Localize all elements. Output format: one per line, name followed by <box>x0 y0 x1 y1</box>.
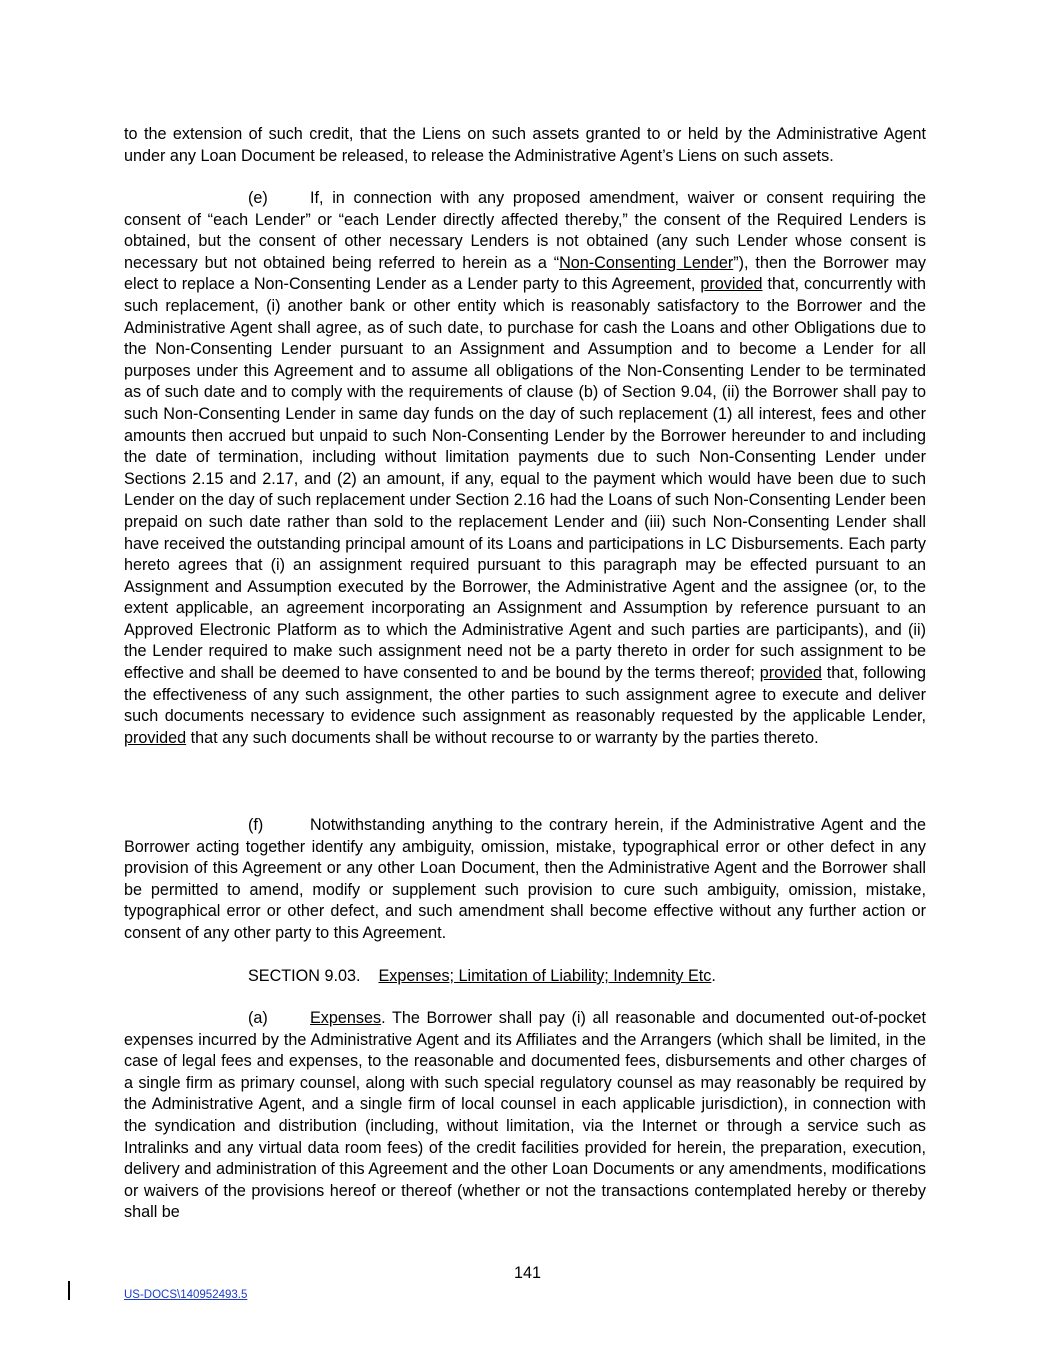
provided-term: provided <box>759 664 822 683</box>
paragraph-continuation <box>124 124 926 167</box>
paragraph-label: (e) <box>248 189 268 207</box>
defined-term: Non-Consenting Lender <box>559 253 734 272</box>
paragraph-a: (a) Expenses. The Borrower shall pay (i) all reasonable and documented out-of-pocket expenses incurred by the Administrative Agent and its Affiliates and the Arrangers (which shall be limited, in the case of legal fees and expenses, to the reasonable and documented fees, disbursements and other charges of a single firm as primary counsel, along with such special regulatory counsel as may reasonably be required by the Administrative Agent, and a single firm of local counsel in each applicable jurisdiction), in connection with the syndication and distribution (including, without limitation, via the Internet or through a service such as Intralinks and any virtual data room fees) of the credit facilities provided for herein, the preparation, execution, delivery and administration of this Agreement and the other Loan Documents or any amendments, modifications or waivers of the provisions hereof or thereof (whether or not the transactions contemplated hereby or thereby shall be <box>124 1009 926 1222</box>
section-title: Expenses; Limitation of Liability; Indemnity Etc <box>378 967 712 985</box>
document-reference-link[interactable]: US-DOCS\140952493.5 <box>124 1289 248 1301</box>
section-heading: SECTION 9.03. Expenses; Limitation of Liability; Indemnity Etc. <box>248 967 716 985</box>
paragraph-f: (f) Notwithstanding anything to the contrary herein, if the Administrative Agent and the Borrower acting together identify any ambiguity, omission, mistake, typographical error or other defect in any provision of this Agreement or any other Loan Document, then the Administrative Agent and the Borrower shall be permitted to amend, modify or supplement such provision to cure such ambiguity, omission, mistake, typographical error or other defect, and such amendment shall become effective without any further action or consent of any other party to this Agreement. <box>124 816 926 942</box>
paragraph-label: (f) <box>248 816 264 834</box>
paragraph-e: (e) If, in connection with any proposed amendment, waiver or consent requiring the consent of “each Lender” or “each Lender directly affected thereby,” the consent of the Required Lenders is obtained, but the consent of other necessary Lenders is not obtained (any such Lender whose consent is necessary but not obtained being referred to herein as a “Non-Consenting Lender”), then the Borrower may elect to replace a Non-Consenting Lender as a Lender party to this Agreement, provided that, concurrently with such replacement, (i) another bank or other entity which is reasonably satisfactory to the Borrower and the Administrative Agent shall agree, as of such date, to purchase for cash the Loans and other Obligations due to the Non-Consenting Lender pursuant to an Assignment and Assumption and to become a Lender for all purposes under this Agreement and to assume all obligations of the Non-Consenting Lender to be terminated as of such date and to comply with the requirements of clause (b) of Section 9.04, (ii) the Borrower shall pay to such Non-Consenting Lender in same day funds on the day of such replacement (1) all interest, fees and other amounts then accrued but unpaid to such Non-Consenting Lender by the Borrower hereunder to and including the date of termination, including without limitation payments due to such Non-Consenting Lender under Sections 2.15 and 2.17, and (2) an amount, if any, equal to the payment which would have been due to such Lender on the day of such replacement under Section 2.16 had the Loans of such Non-Consenting Lender been prepaid on such date rather than sold to the replacement Lender and (iii) such Non-Consenting Lender shall have received the outstanding principal amount of its Loans and participations in LC Disbursements. Each party hereto agrees that (i) an assignment required pursuant to this paragraph may be effected pursuant to an Assignment and Assumption executed by the Borrower, the Administrative Agent and the assignee (or, to the extent applicable, an agreement incorporating an Assignment and Assumption by reference pursuant to an Approved Electronic Platform as to which the Administrative Agent and such parties are participants), and (ii) the Lender required to make such assignment need not be a party thereto in order for such assignment to be effective and shall be deemed to have consented to and be bound by the terms thereof; provided that, following the effectiveness of any such assignment, the other parties to such assignment agree to execute and deliver such documents necessary to evidence such assignment as reasonably requested by the applicable Lender, provided that any such documents shall be without recourse to or warranty by the parties thereto. <box>124 189 927 747</box>
paragraph-label: (a) <box>248 1009 268 1027</box>
section-number: SECTION 9.03. <box>248 967 361 985</box>
page-number: 141 <box>513 1264 541 1282</box>
paragraph-text: to the extension of such credit, that the Liens on such assets granted to or held by the Administrative Agent under any Loan Document be released, to release the Administrative Agent’s Liens on such assets. <box>124 125 926 165</box>
paragraph-heading: Expenses <box>310 1009 382 1027</box>
provided-term: provided <box>700 275 763 294</box>
change-bar <box>68 1281 70 1300</box>
provided-term: provided <box>124 728 187 747</box>
